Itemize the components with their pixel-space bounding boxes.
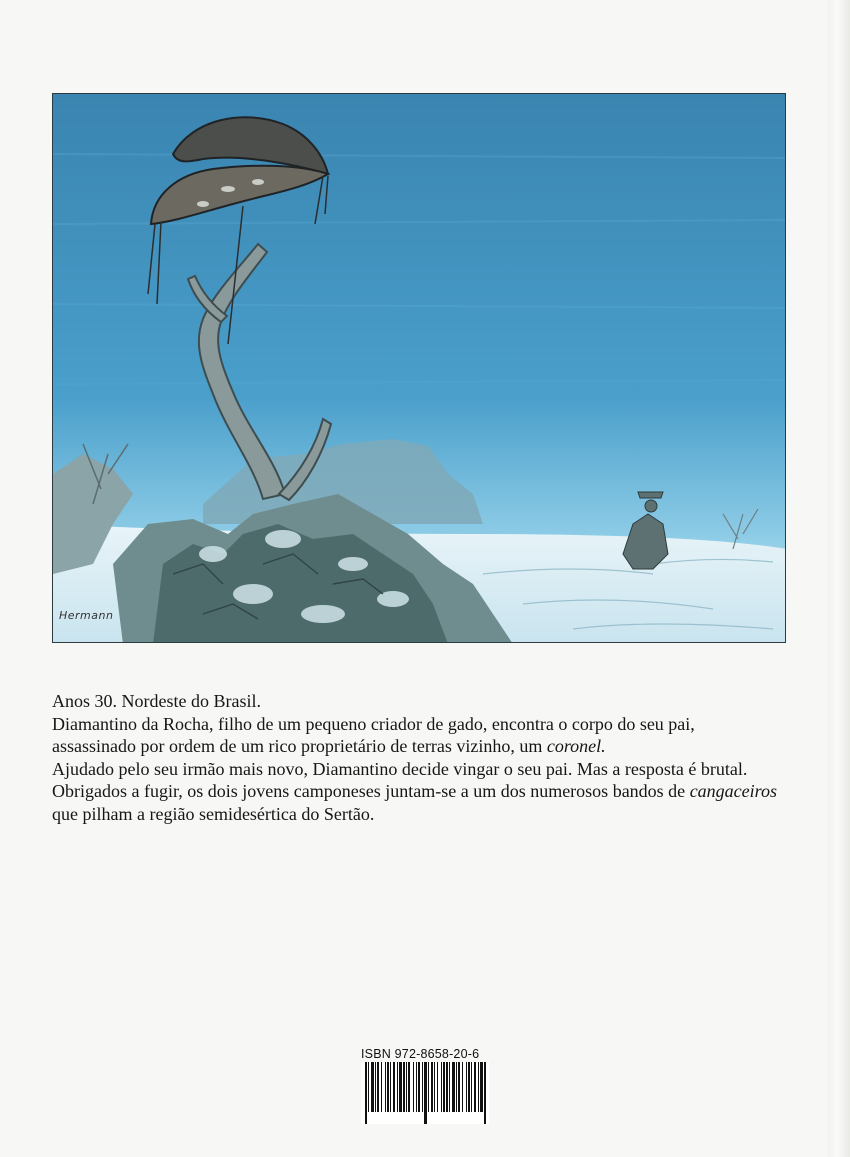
barcode-bar bbox=[458, 1062, 460, 1112]
synopsis-italic: cangaceiros bbox=[689, 781, 777, 802]
synopsis-fragment: assassinado por ordem de um rico proprietário de terras vizinho, um bbox=[52, 736, 547, 757]
barcode-bar bbox=[474, 1062, 476, 1112]
barcode-bar bbox=[385, 1062, 386, 1112]
illustration-art bbox=[53, 94, 786, 643]
synopsis-line bbox=[52, 735, 792, 758]
synopsis-italic: coronel. bbox=[546, 736, 606, 757]
barcode bbox=[361, 1062, 489, 1124]
barcode-bar bbox=[408, 1062, 410, 1112]
barcode-bar bbox=[462, 1062, 463, 1112]
synopsis-text bbox=[52, 690, 792, 826]
synopsis-line: que pilham a região semidesértica do Sertão. bbox=[52, 803, 375, 824]
isbn-label: ISBN 972-8658-20-6 bbox=[361, 1047, 480, 1061]
barcode-bar bbox=[431, 1062, 433, 1112]
barcode-bar bbox=[387, 1062, 389, 1112]
barcode-bar bbox=[375, 1062, 376, 1112]
barcode-bar bbox=[434, 1062, 435, 1112]
barcode-bar bbox=[377, 1062, 379, 1112]
barcode-bar bbox=[406, 1062, 407, 1112]
synopsis-line bbox=[52, 780, 792, 803]
barcode-bar bbox=[478, 1062, 479, 1112]
barcode-bar bbox=[365, 1062, 367, 1124]
synopsis-line: Anos 30. Nordeste do Brasil. bbox=[52, 691, 261, 711]
synopsis-line: Diamantino da Rocha, filho de um pequeno criador de gado, encontra o corpo do seu pai, bbox=[52, 713, 695, 734]
barcode-bar bbox=[484, 1062, 486, 1124]
barcode-bar bbox=[480, 1062, 483, 1112]
barcode-bar bbox=[452, 1062, 455, 1112]
barcode-bar bbox=[471, 1062, 472, 1112]
barcode-block bbox=[361, 1047, 489, 1124]
barcode-bar bbox=[424, 1062, 427, 1124]
synopsis-fragment: Obrigados a fugir, os dois jovens camponeses juntam-se a um dos numerosos bandos de bbox=[52, 781, 690, 802]
barcode-bar bbox=[416, 1062, 417, 1112]
barcode-bar bbox=[397, 1062, 398, 1112]
barcode-bar bbox=[390, 1062, 391, 1112]
page-edge bbox=[828, 0, 850, 1157]
barcode-bar bbox=[381, 1062, 382, 1112]
barcode-bar bbox=[456, 1062, 457, 1112]
barcode-bar bbox=[466, 1062, 467, 1112]
cover-illustration bbox=[52, 93, 786, 643]
barcode-bar bbox=[443, 1062, 445, 1112]
barcode-bar bbox=[413, 1062, 414, 1112]
barcode-bar bbox=[446, 1062, 448, 1112]
barcode-bar bbox=[368, 1062, 369, 1112]
barcode-bar bbox=[403, 1062, 405, 1112]
barcode-bar bbox=[422, 1062, 423, 1112]
barcode-bars bbox=[361, 1062, 489, 1124]
barcode-bar bbox=[371, 1062, 374, 1112]
barcode-bar bbox=[437, 1062, 438, 1112]
barcode-bar bbox=[441, 1062, 442, 1112]
barcode-bar bbox=[399, 1062, 402, 1112]
barcode-bar bbox=[393, 1062, 395, 1112]
barcode-bar bbox=[418, 1062, 420, 1112]
illustration-signature: Hermann bbox=[59, 609, 114, 622]
barcode-bar bbox=[428, 1062, 429, 1112]
synopsis-line: Ajudado pelo seu irmão mais novo, Diamantino decide vingar o seu pai. Mas a resposta é brutal. bbox=[52, 758, 748, 779]
barcode-bar bbox=[449, 1062, 450, 1112]
barcode-bar bbox=[468, 1062, 470, 1112]
